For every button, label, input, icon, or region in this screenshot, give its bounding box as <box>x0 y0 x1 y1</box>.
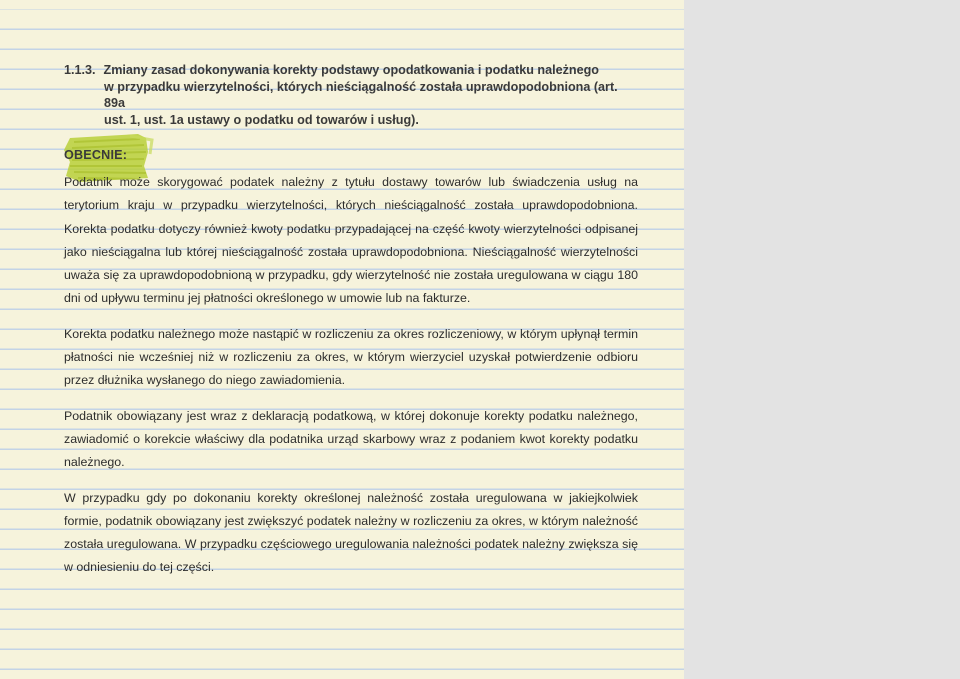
paragraph-gap <box>64 475 638 487</box>
section-number: 1.1.3. <box>64 63 96 77</box>
section-title-line-3: ust. 1, ust. 1a ustawy o podatku od towarów i usług). <box>104 112 419 127</box>
label-obecnie: OBECNIE: <box>64 148 128 162</box>
side-panel <box>684 0 960 679</box>
paragraph-3: Podatnik obowiązany jest wraz z deklaracją podatkową, w której dokonuje korekty podatku należnego, zawiadomić o korekcie właściwy dla podatnika urząd skarbowy wraz z podaniem kwot korekty podatku należnego. <box>64 408 638 470</box>
paragraph-2: Korekta podatku należnego może nastąpić w rozliczeniu za okres rozliczeniowy, w którym upłynął termin płatności nie wcześniej niż w rozliczeniu za okres, w którym wierzyciel uzyskał potwierdzenie odbioru przez dłużnika wysłanego do niego zawiadomienia. <box>64 326 638 388</box>
section-title-line-2: w przypadku wierzytelności, których nieściągalność została uprawdopodobniona (art. 89a <box>104 79 618 110</box>
body-text <box>64 171 638 580</box>
paragraph-gap <box>64 311 638 323</box>
paragraph-1: Podatnik może skorygować podatek należny z tytułu dostawy towarów lub świadczenia usług na terytorium kraju w przypadku wierzytelności, których nieściągalność została uprawdopodobniona. Korekta podatku dotyczy również kwoty podatku przypadającej na część kwoty wierzytelności odpisanej jako nieściągalna lub której nieściągalność została uprawdopodobniona. Nieściągalność wierzytelności uważa się za uprawdopodobnioną w przypadku, gdy wierzytelność nie została uregulowana w ciągu 180 dni od upływu terminu jej płatności określonego w umowie lub na fakturze. <box>64 175 638 306</box>
section-title-line-1: Zmiany zasad dokonywania korekty podstawy opodatkowania i podatku należnego <box>103 63 599 77</box>
paragraph-4: W przypadku gdy po dokonaniu korekty określonej należność została uregulowana w jakiejkolwiek formie, podatnik obowiązany jest zwiększyć podatek należny w rozliczeniu za okres, w którym należność została uregulowana. W przypadku częściowego uregulowania należności podatek należny zwiększa się w odniesieniu do tej części. <box>64 490 638 575</box>
section-heading <box>64 62 640 128</box>
paragraph-gap <box>64 393 638 405</box>
